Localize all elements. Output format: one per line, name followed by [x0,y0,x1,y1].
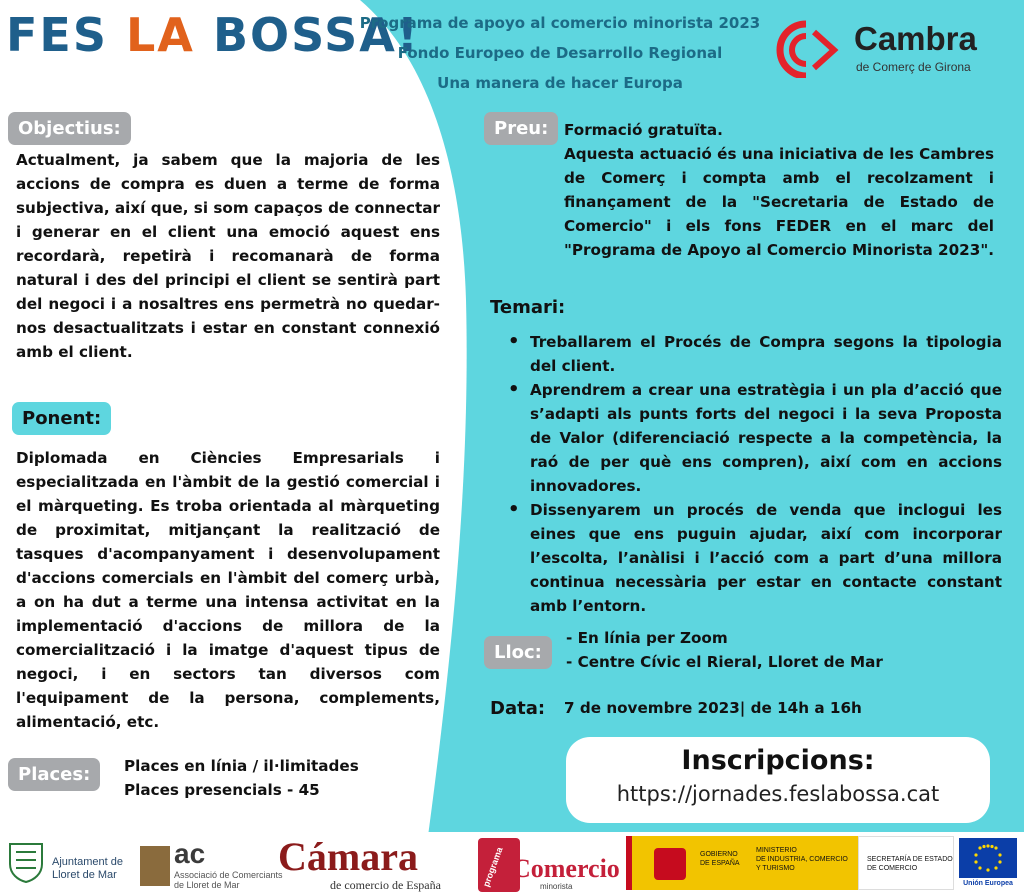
program-title: Programa de apoyo al comercio minorista 2023 Fondo Europeo de Desarrollo Regional Una manera de hacer Europa [359,14,761,92]
cambra-subtitle: de Comerç de Girona [856,60,971,74]
cambra-name: Cambra [854,20,977,57]
footer-logos [0,832,1024,894]
gobierno-banner [626,836,858,890]
lloc-info [566,626,986,674]
comercio-logo: Comercio [512,854,620,883]
spain-coat-of-arms-icon [654,848,686,880]
lloc-presencial: - Centre Cívic el Rieral, Lloret de Mar [566,653,883,671]
ministerio-text: MINISTERIO DE INDUSTRIA, COMERCIO Y TURISMO [756,847,848,872]
objectius-text: Actualment, ja sabem que la majoria de les accions de compra es duen a terme de forma subjectiva, així que, si som capaços de connectar i generar en el client una emoció aquest ens recordarà, repetirà i recomanarà de forma natural i des del principi el client se sentirà part del negoci i a nosaltres ens permetrà no quedar-nos desactualitzats i estar en constant connexió amb el client. [16,151,440,361]
ue-logo [956,836,1020,890]
camara-subtitle: de comercio de España [330,878,441,892]
places-online: Places en línia / il·limitades [124,757,359,775]
objectius-label: Objectius: [8,112,131,145]
cambra-logo [770,18,1020,78]
fes-la-bossa-logo: FES LA BOSSA! [6,8,420,62]
ac-name: Associació de Comerciants de Lloret de Mar [174,870,283,890]
inscripcions-link[interactable]: https://jornades.feslabossa.cat [616,782,940,806]
ac-emblem-icon [140,846,170,886]
inscripcions-title: Inscripcions: [681,745,875,776]
data-value: 7 de novembre 2023| de 14h a 16h [564,699,862,717]
temari-label: Temari: [480,291,575,324]
places-presencials: Places presencials - 45 [124,781,320,799]
eu-flag-icon [959,838,1017,878]
gobierno-text: GOBIERNO DE ESPAÑA [700,851,740,867]
temari-item: • Dissenyarem un procés de venda que inclogui les eines que ens puguin ajudar, així com incorporar l’escolta, l’anàlisi i l’acció com a part d’una millora continua necessària per estar en contacte constant amb l’entorn. [508,498,1002,618]
preu-info [564,118,994,262]
lloc-online: - En línia per Zoom [566,629,728,647]
temari-item: • Aprendrem a crear una estratègia i un pla d’acció que s’adapti als punts forts del negoci i la seva Proposta de Valor (diferenciació respecte a la competència, la raó de per què ens compren), així com en accions innovadores. [508,378,1002,498]
temari-list [508,330,1002,618]
shopping-bag-icon: programa [478,838,520,892]
ajuntament-text: Ajuntament de Lloret de Mar [52,856,123,881]
ponent-label: Ponent: [12,402,111,435]
comercio-subtitle: minorista [540,882,573,891]
preu-free: Formació gratuïta. [564,121,723,139]
cambra-emblem-icon [770,18,842,78]
preu-text: Aquesta actuació és una iniciativa de les Cambres de Comerç i compta amb el recolzament i finançament de la "Secretaria de Estado de Comercio" i els fons FEDER en el marc del "Programa de Apoyo al Comercio Minorista 2023". [564,145,994,259]
preu-label: Preu: [484,112,558,145]
lloc-label: Lloc: [484,636,552,669]
inscripcions-box [566,737,990,823]
ponent-text: Diplomada en Ciències Empresarials i especialitzada en l'àmbit de la gestió comercial i el màrqueting. Es troba orientada al màrqueting de proximitat, mitjançant la realització de tasques d'acompanyament i desenvolupament d'accions comercials en l'àmbit del comerç urbà, a on ha dut a terme una intensa activitat en la implementació d'accions de millora de la comercialització i la imatge d'aquest tipus de negoci, i en sectors tan diversos com l'equipament de la persona, complements, alimentació, etc. [16,449,440,731]
camara-logo: Cámara [278,834,418,879]
ue-text: Unión Europea [963,880,1013,887]
places-label: Places: [8,758,100,791]
ac-short: ac [174,838,206,869]
data-label: Data: [480,692,555,725]
lloret-coat-of-arms-icon [6,840,46,884]
places-info [124,754,444,802]
secretaria-box [858,836,954,890]
secretaria-text: SECRETARÍA DE ESTADO DE COMERCIO [867,856,953,872]
temari-item: • Treballarem el Procés de Compra segons la tipologia del client. [508,330,1002,378]
